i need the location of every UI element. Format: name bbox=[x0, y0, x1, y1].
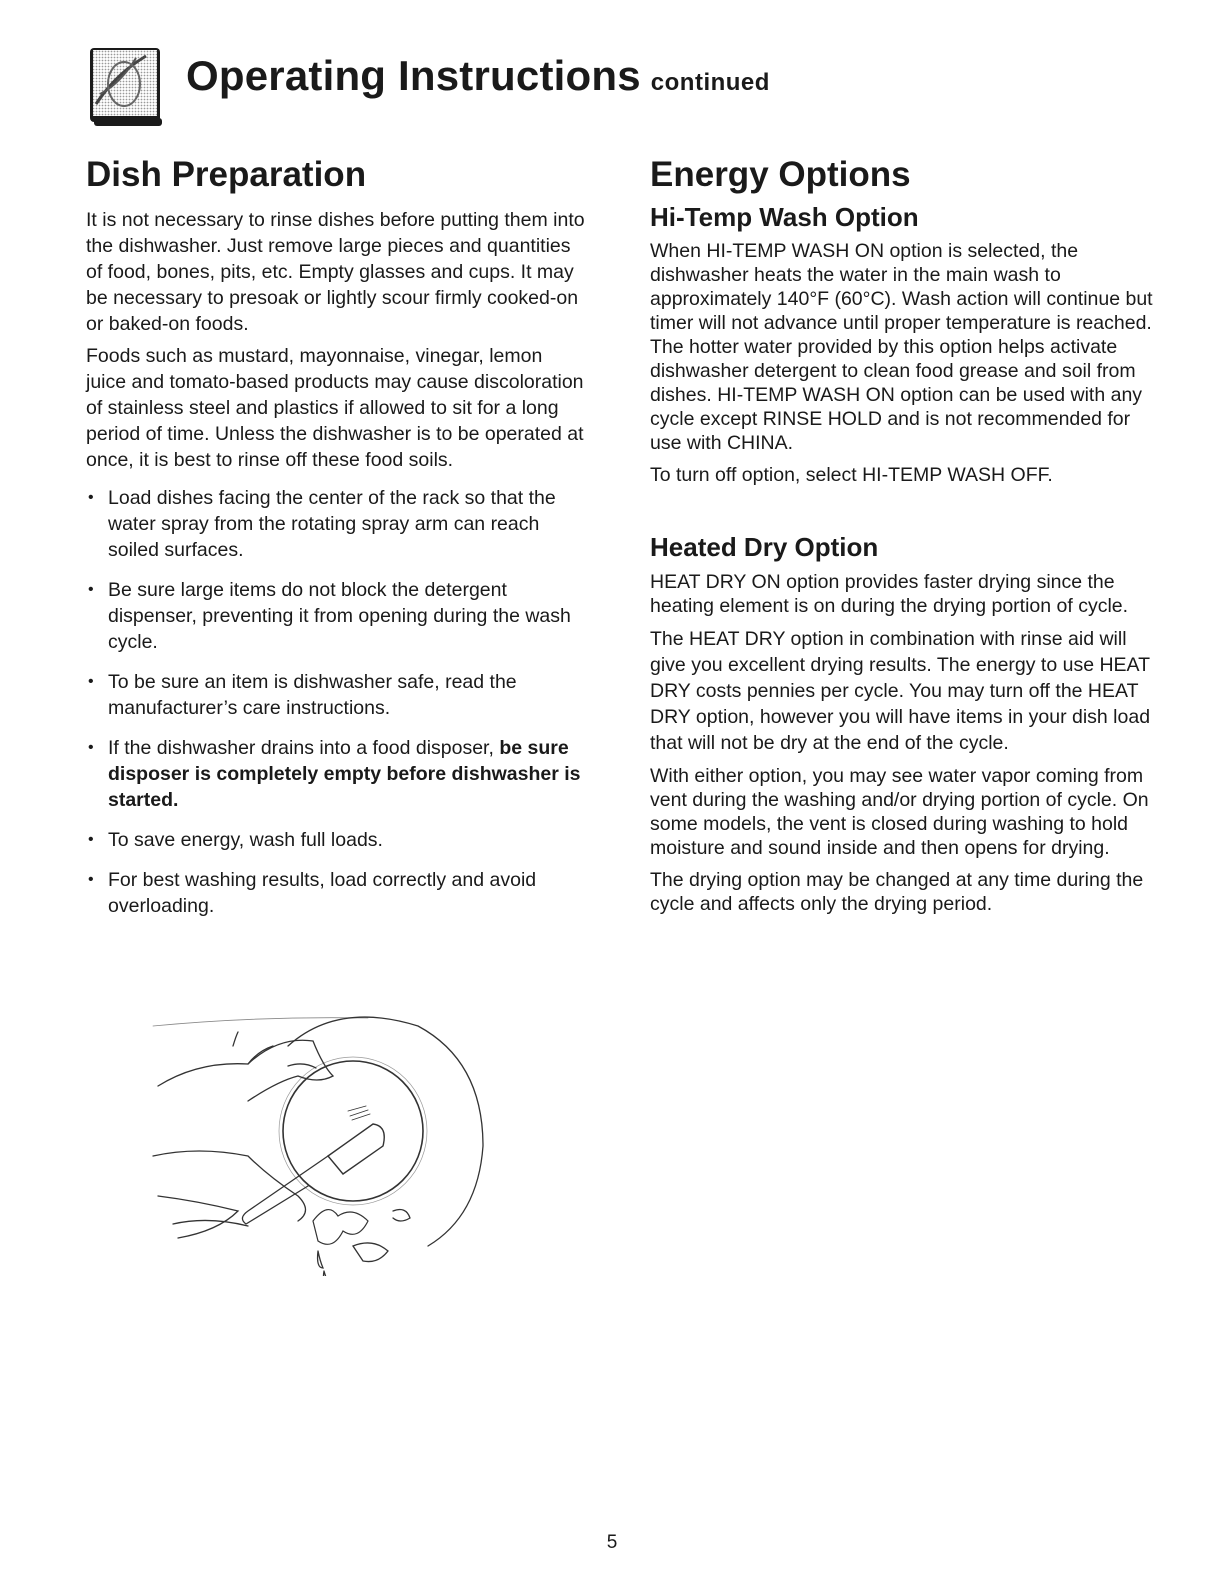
disposer-warning: be sure disposer is completely empty before dishwasher is started. bbox=[108, 736, 581, 811]
section-title: Energy Options bbox=[650, 155, 911, 194]
hi-temp-wash-title: Hi-Temp Wash Option bbox=[650, 201, 919, 232]
paragraph: The HEAT DRY option in combination with rinse aid will give you excellent drying results. The energy to use HEAT DRY costs pennies per cycle. You may turn off the HEAT DRY option, however you will have items in your dish load that will not be dry at the end of the cycle. bbox=[650, 627, 1151, 754]
energy-options-section bbox=[650, 156, 1155, 924]
list-item: • If the dishwasher drains into a food disposer, be sure disposer is completely empty before dishwasher is started. bbox=[86, 735, 586, 813]
paragraph: To turn off option, select HI-TEMP WASH OFF. bbox=[650, 464, 1053, 487]
list-item: • To be sure an item is dishwasher safe, read the manufacturer’s care instructions. bbox=[86, 669, 586, 721]
list-item: • Be sure large items do not block the detergent dispenser, preventing it from opening during the wash cycle. bbox=[86, 577, 586, 655]
continued-label: continued bbox=[650, 69, 770, 96]
section-title: Dish Preparation bbox=[86, 155, 367, 194]
paragraph: HEAT DRY ON option provides faster drying since the heating element is on during the drying portion of cycle. bbox=[650, 570, 1129, 617]
tips-list bbox=[86, 485, 586, 919]
dish-preparation-section bbox=[86, 156, 586, 933]
page-header bbox=[86, 44, 846, 136]
list-item: • For best washing results, load correctly and avoid overloading. bbox=[86, 867, 586, 919]
page-number: 5 bbox=[606, 1532, 618, 1553]
page-title: Operating Instructions continued bbox=[186, 52, 770, 99]
list-item: • Load dishes facing the center of the rack so that the water spray from the rotating spray arm can reach soiled surfaces. bbox=[86, 485, 586, 563]
list-item: • To save energy, wash full loads. bbox=[86, 827, 586, 853]
paragraph: The drying option may be changed at any time during the cycle and affects only the drying period. bbox=[650, 868, 1144, 915]
paragraph: It is not necessary to rinse dishes before putting them into the dishwasher. Just remove large pieces and quantities of food, bones, pits, etc. Empty glasses and cups. It may be necessary to presoak or lightly scour firmly cooked-on or baked-on foods. bbox=[86, 208, 585, 335]
paragraph: With either option, you may see water vapor coming from vent during the washing and/or drying portion of cycle. On some models, the vent is closed during washing to hold moisture and sound inside and then opens for drying. bbox=[650, 764, 1149, 859]
paragraph: When HI-TEMP WASH ON option is selected, the dishwasher heats the water in the main wash to approximately 140°F (60°C). Wash action will continue but timer will not advance until proper temperature is reached. The hotter water provided by this option helps activate dishwasher detergent to clean food grease and soil from dishes. HI-TEMP WASH ON option can be used with any cycle except RINSE HOLD and is not recommended for use with CHINA. bbox=[650, 240, 1153, 455]
hand-scraping-plate-illustration bbox=[138, 1006, 498, 1276]
dishwasher-rack-icon bbox=[86, 44, 166, 130]
paragraph: Foods such as mustard, mayonnaise, vinegar, lemon juice and tomato-based products may cause discoloration of stainless steel and plastics if allowed to sit for a long period of time. Unless the dishwasher is to be operated at once, it is best to rinse off these food soils. bbox=[86, 344, 584, 471]
heated-dry-title: Heated Dry Option bbox=[650, 532, 879, 563]
